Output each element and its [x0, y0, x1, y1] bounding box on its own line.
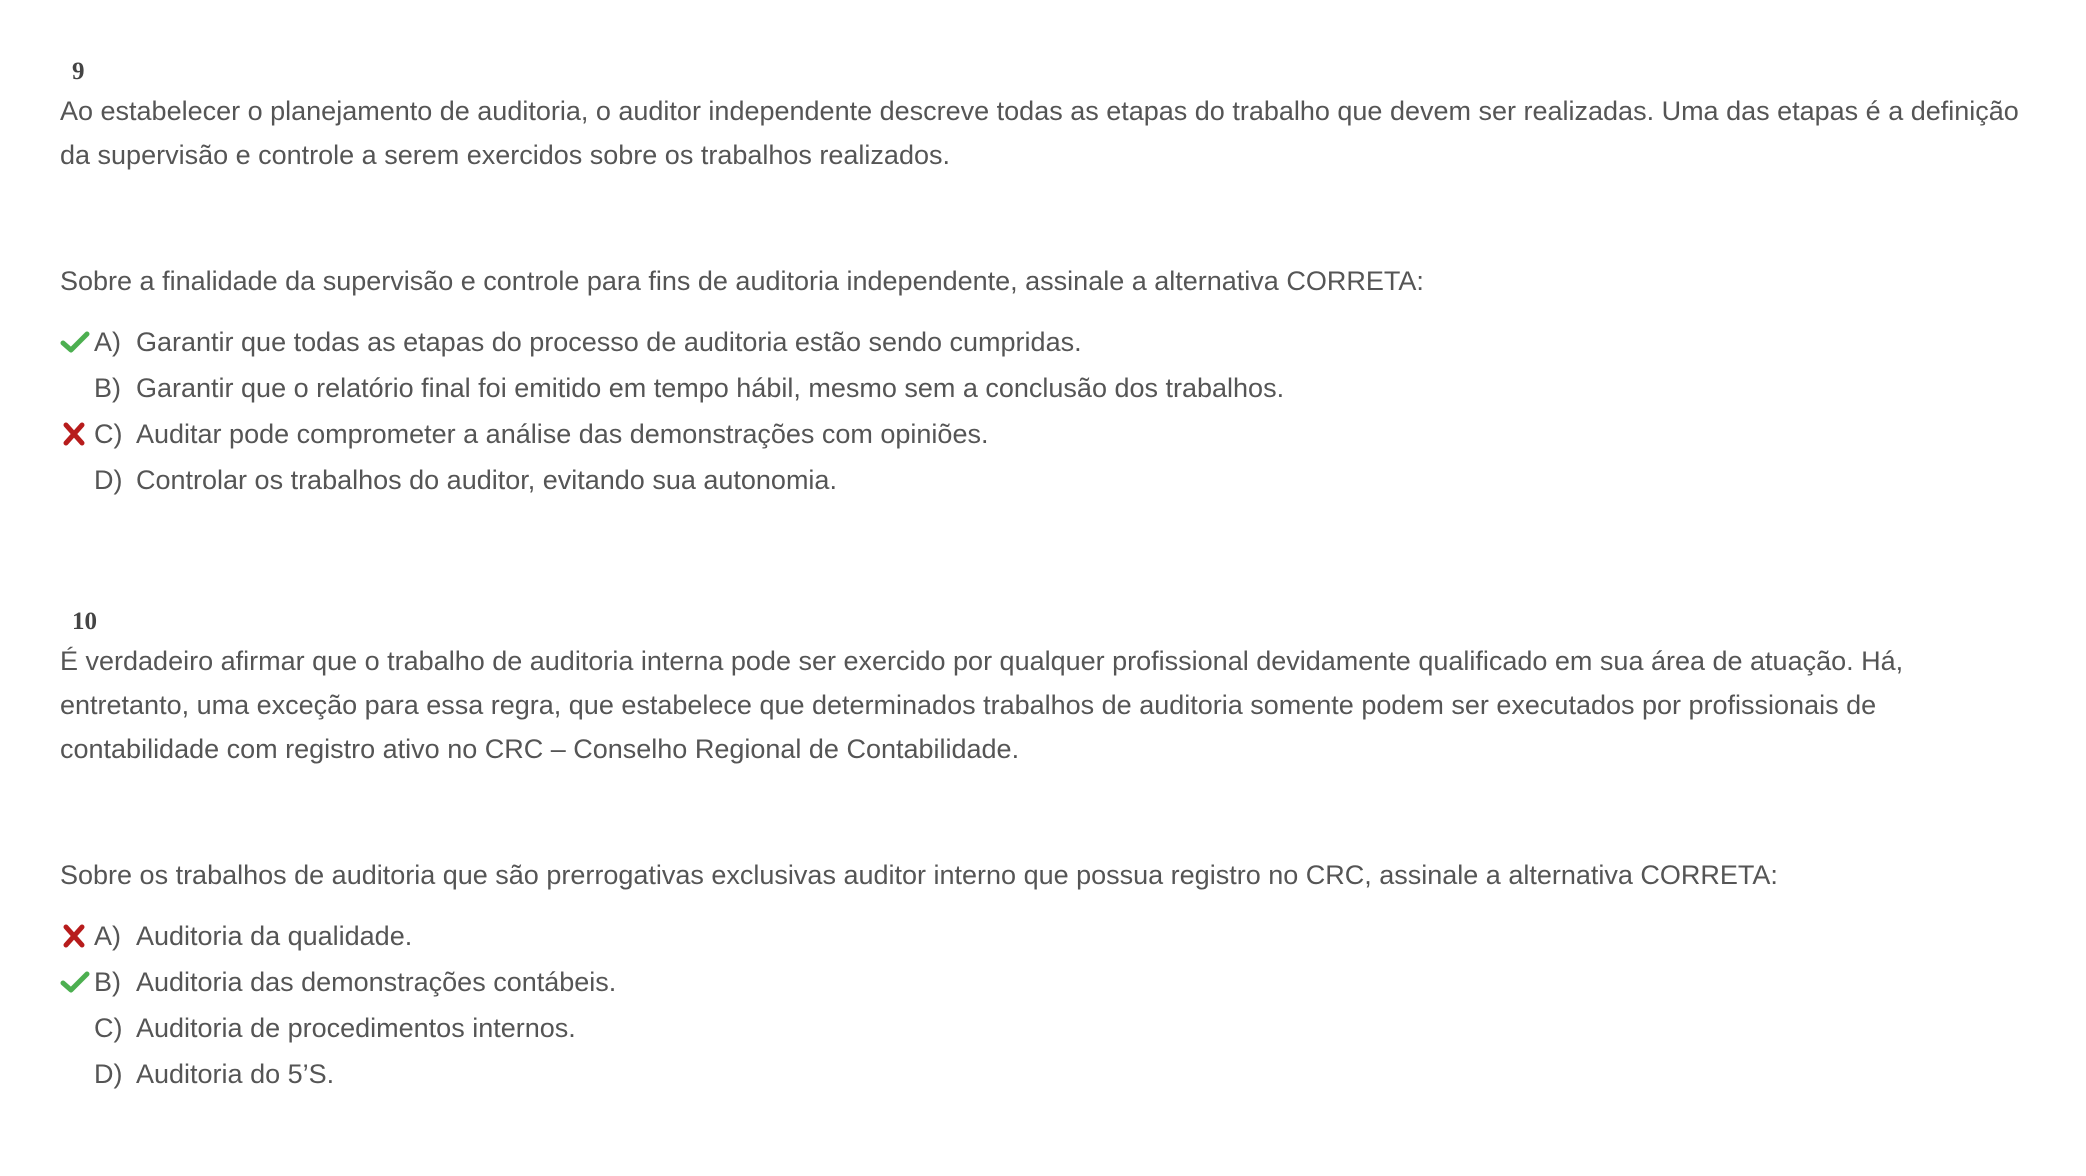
option-letter: B)	[94, 373, 121, 403]
cross-icon	[60, 924, 90, 948]
question-text: Ao estabelecer o planejamento de auditoria, o auditor independente descreve todas as etapas do trabalho que devem ser realizadas. Uma das etapas é a definição da supervisão e controle a serem exercidos sobre os trabalhos realizados.	[60, 96, 2019, 170]
option-text: Garantir que todas as etapas do processo de auditoria estão sendo cumpridas.	[136, 327, 1082, 357]
option-text: Auditoria da qualidade.	[136, 921, 413, 951]
option-letter: D)	[94, 465, 123, 495]
check-icon	[60, 330, 90, 354]
option-letter: A)	[94, 327, 121, 357]
cross-icon	[60, 422, 90, 446]
question-number: 9	[72, 58, 85, 85]
option-d[interactable]	[60, 1051, 2020, 1097]
option-d[interactable]	[60, 457, 2020, 503]
question-prompt: Sobre os trabalhos de auditoria que são prerrogativas exclusivas auditor interno que possua registro no CRC, assinale a alternativa CORRETA:	[60, 860, 1778, 890]
option-text: Controlar os trabalhos do auditor, evitando sua autonomia.	[136, 465, 837, 495]
option-a[interactable]	[60, 319, 2020, 365]
question-9	[60, 55, 2020, 503]
options-list	[60, 319, 2020, 503]
question-10	[60, 605, 2020, 1097]
option-letter: A)	[94, 921, 121, 951]
option-letter: B)	[94, 967, 121, 997]
check-icon	[60, 970, 90, 994]
option-text: Auditoria de procedimentos internos.	[136, 1013, 576, 1043]
option-b[interactable]	[60, 365, 2020, 411]
question-prompt: Sobre a finalidade da supervisão e controle para fins de auditoria independente, assinale a alternativa CORRETA:	[60, 266, 1424, 296]
question-number: 10	[72, 608, 97, 635]
option-letter: C)	[94, 1013, 123, 1043]
option-c[interactable]	[60, 411, 2020, 457]
option-a[interactable]	[60, 913, 2020, 959]
option-text: Auditar pode comprometer a análise das demonstrações com opiniões.	[136, 419, 989, 449]
option-c[interactable]	[60, 1005, 2020, 1051]
question-text: É verdadeiro afirmar que o trabalho de auditoria interna pode ser exercido por qualquer profissional devidamente qualificado em sua área de atuação. Há, entretanto, uma exceção para essa regra, que estabelece que determinados trabalhos de auditoria somente podem ser executados por profissionais de contabilidade com registro ativo no CRC – Conselho Regional de Contabilidade.	[60, 646, 1904, 764]
option-b[interactable]	[60, 959, 2020, 1005]
option-letter: C)	[94, 419, 123, 449]
option-letter: D)	[94, 1059, 123, 1089]
option-text: Auditoria das demonstrações contábeis.	[136, 967, 617, 997]
option-text: Garantir que o relatório final foi emitido em tempo hábil, mesmo sem a conclusão dos trabalhos.	[136, 373, 1285, 403]
option-text: Auditoria do 5’S.	[136, 1059, 335, 1089]
options-list	[60, 913, 2020, 1097]
